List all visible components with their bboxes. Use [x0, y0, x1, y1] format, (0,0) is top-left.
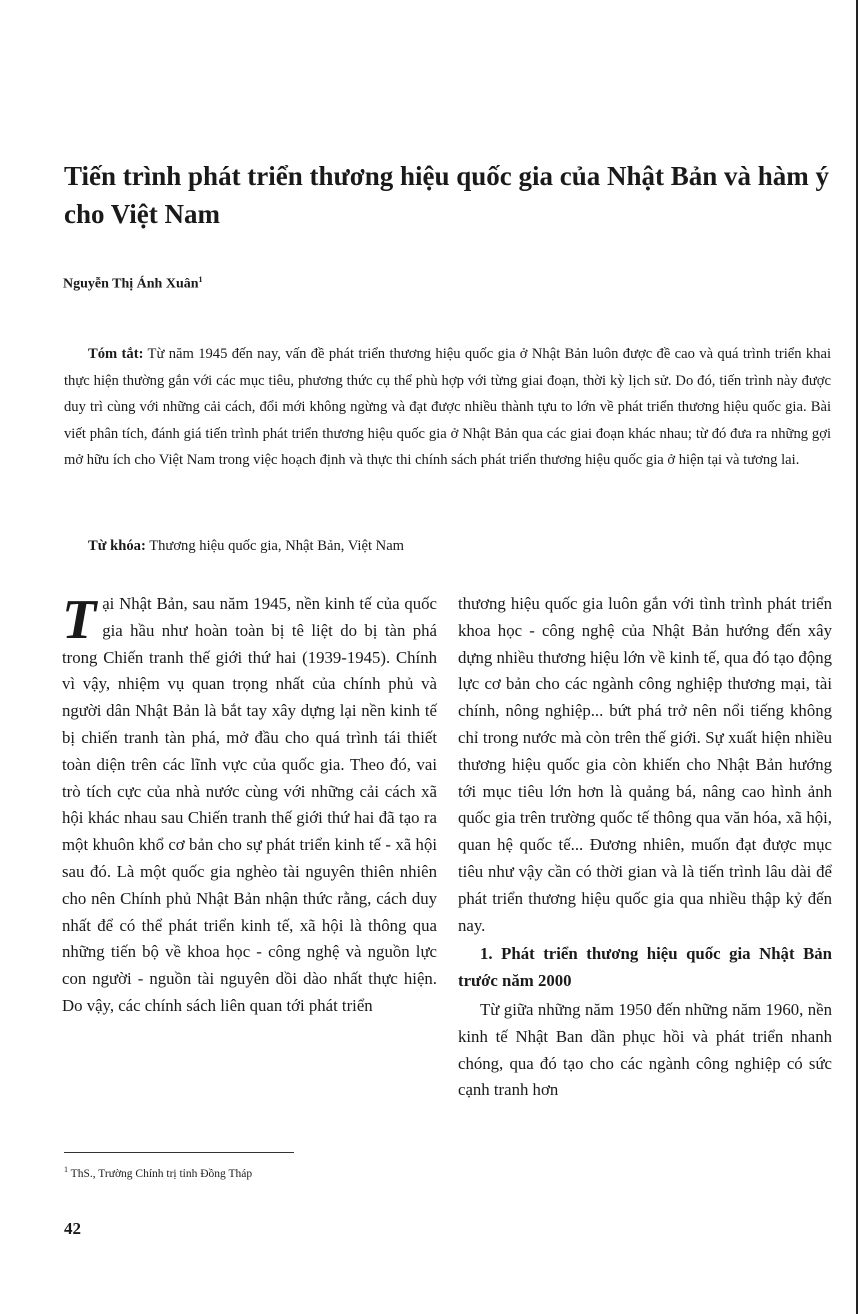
- footnote-divider: [64, 1152, 294, 1153]
- page-edge-line: [856, 0, 858, 1314]
- abstract-text: Từ năm 1945 đến nay, vấn đề phát triển thương hiệu quốc gia ở Nhật Bản luôn được đề cao và quá trình triển khai thực hiện thường gắn với các mục tiêu, phương thức cụ thể phù hợp với từng giai đoạn, thời kỳ lịch sử. Do đó, tiến trình này được duy trì cùng với những cải cách, đổi mới không ngừng và đạt được nhiều thành tựu to lớn về phát triển thương hiệu quốc gia. Bài viết phân tích, đánh giá tiến trình phát triển thương hiệu quốc gia ở Nhật Bản qua các giai đoạn khác nhau; từ đó đưa ra những gợi mở hữu ích cho Việt Nam trong việc hoạch định và thực thi chính sách phát triển thương hiệu quốc gia ở hiện tại và tương lai.: [64, 346, 832, 469]
- article-title: Tiến trình phát triển thương hiệu quốc gia của Nhật Bản và hàm ý cho Việt Nam: [64, 161, 830, 229]
- keywords: [88, 538, 828, 555]
- author-name-text: Nguyễn Thị Ánh Xuân: [63, 276, 199, 292]
- abstract-label: Tóm tắt:: [88, 346, 144, 362]
- intro-paragraph: [62, 591, 437, 1020]
- section-heading: 1. Phát triển thương hiệu quốc gia Nhật Bản trước năm 2000: [458, 944, 832, 991]
- abstract: [64, 341, 831, 474]
- author-name: [63, 275, 203, 293]
- body-column-left: [62, 591, 437, 1020]
- page-number: 42: [64, 1219, 81, 1238]
- footnote: [64, 1165, 252, 1180]
- keywords-text: Thương hiệu quốc gia, Nhật Bản, Việt Nam: [145, 538, 405, 554]
- footnote-text: ThS., Trường Chính trị tỉnh Đồng Tháp: [68, 1167, 253, 1180]
- keywords-label: Từ khóa:: [88, 538, 146, 554]
- continued-paragraph: thương hiệu quốc gia luôn gắn với tình trình phát triển khoa học - công nghệ của Nhật Bản hướng đến xây dựng nhiều thương hiệu lớn về kinh tế, qua đó tạo động lực cơ bản cho các ngành công nghiệp thương mại, tài chính, nông nghiệp... bứt phá trở nên nổi tiếng không chỉ trong nước mà còn trên thế giới. Sự xuất hiện nhiều thương hiệu quốc gia còn khiến cho Nhật Bản hướng tới mục tiêu lớn hơn là quảng bá, nâng cao hình ảnh quốc gia trên trường quốc tế thông qua văn hóa, xã hội, quan hệ quốc tế... Đương nhiên, muốn đạt được mục tiêu như vậy cần có thời gian và là tiến trình lâu dài để phát triển thương hiệu quốc gia qua nhiều thập kỷ đến nay.: [458, 594, 832, 935]
- body-column-right: [458, 591, 832, 1104]
- author-footnote-mark: 1: [198, 275, 203, 284]
- intro-paragraph-text: ại Nhật Bản, sau năm 1945, nền kinh tế của quốc gia hầu như hoàn toàn bị tê liệt do bị tàn phá trong Chiến tranh thế giới thứ hai (1939-1945). Chính vì vậy, nhiệm vụ quan trọng nhất của chính phủ và người dân Nhật Bản là bắt tay xây dựng lại nền kinh tế bị chiến tranh tàn phá, mở đầu cho quá trình tái thiết toàn diện trên các lĩnh vực của quốc gia. Theo đó, vai trò tích cực của nhà nước cùng với những cải cách xã hội khác nhau sau Chiến tranh thế giới thứ hai đã tạo ra một khuôn khổ cơ bản cho sự phát triển kinh tế - xã hội sau đó. Là một quốc gia nghèo tài nguyên thiên nhiên cho nên Chính phủ Nhật Bản nhận thức rằng, cách duy nhất để có thể phát triển kinh tế, xã hội là thông qua những tiến bộ về khoa học - công nghệ và nguồn lực con người - nguồn tài nguyên dồi dào nhất thực hiện. Do vậy, các chính sách liên quan tới phát triển: [62, 594, 437, 1015]
- footnote-mark: 1: [64, 1165, 68, 1174]
- drop-cap: T: [62, 589, 97, 651]
- section-paragraph: Từ giữa những năm 1950 đến những năm 1960, nền kinh tế Nhật Ban dần phục hồi và phát triển nhanh chóng, qua đó tạo cho các ngành công nghiệp có sức cạnh tranh hơn: [458, 999, 832, 1100]
